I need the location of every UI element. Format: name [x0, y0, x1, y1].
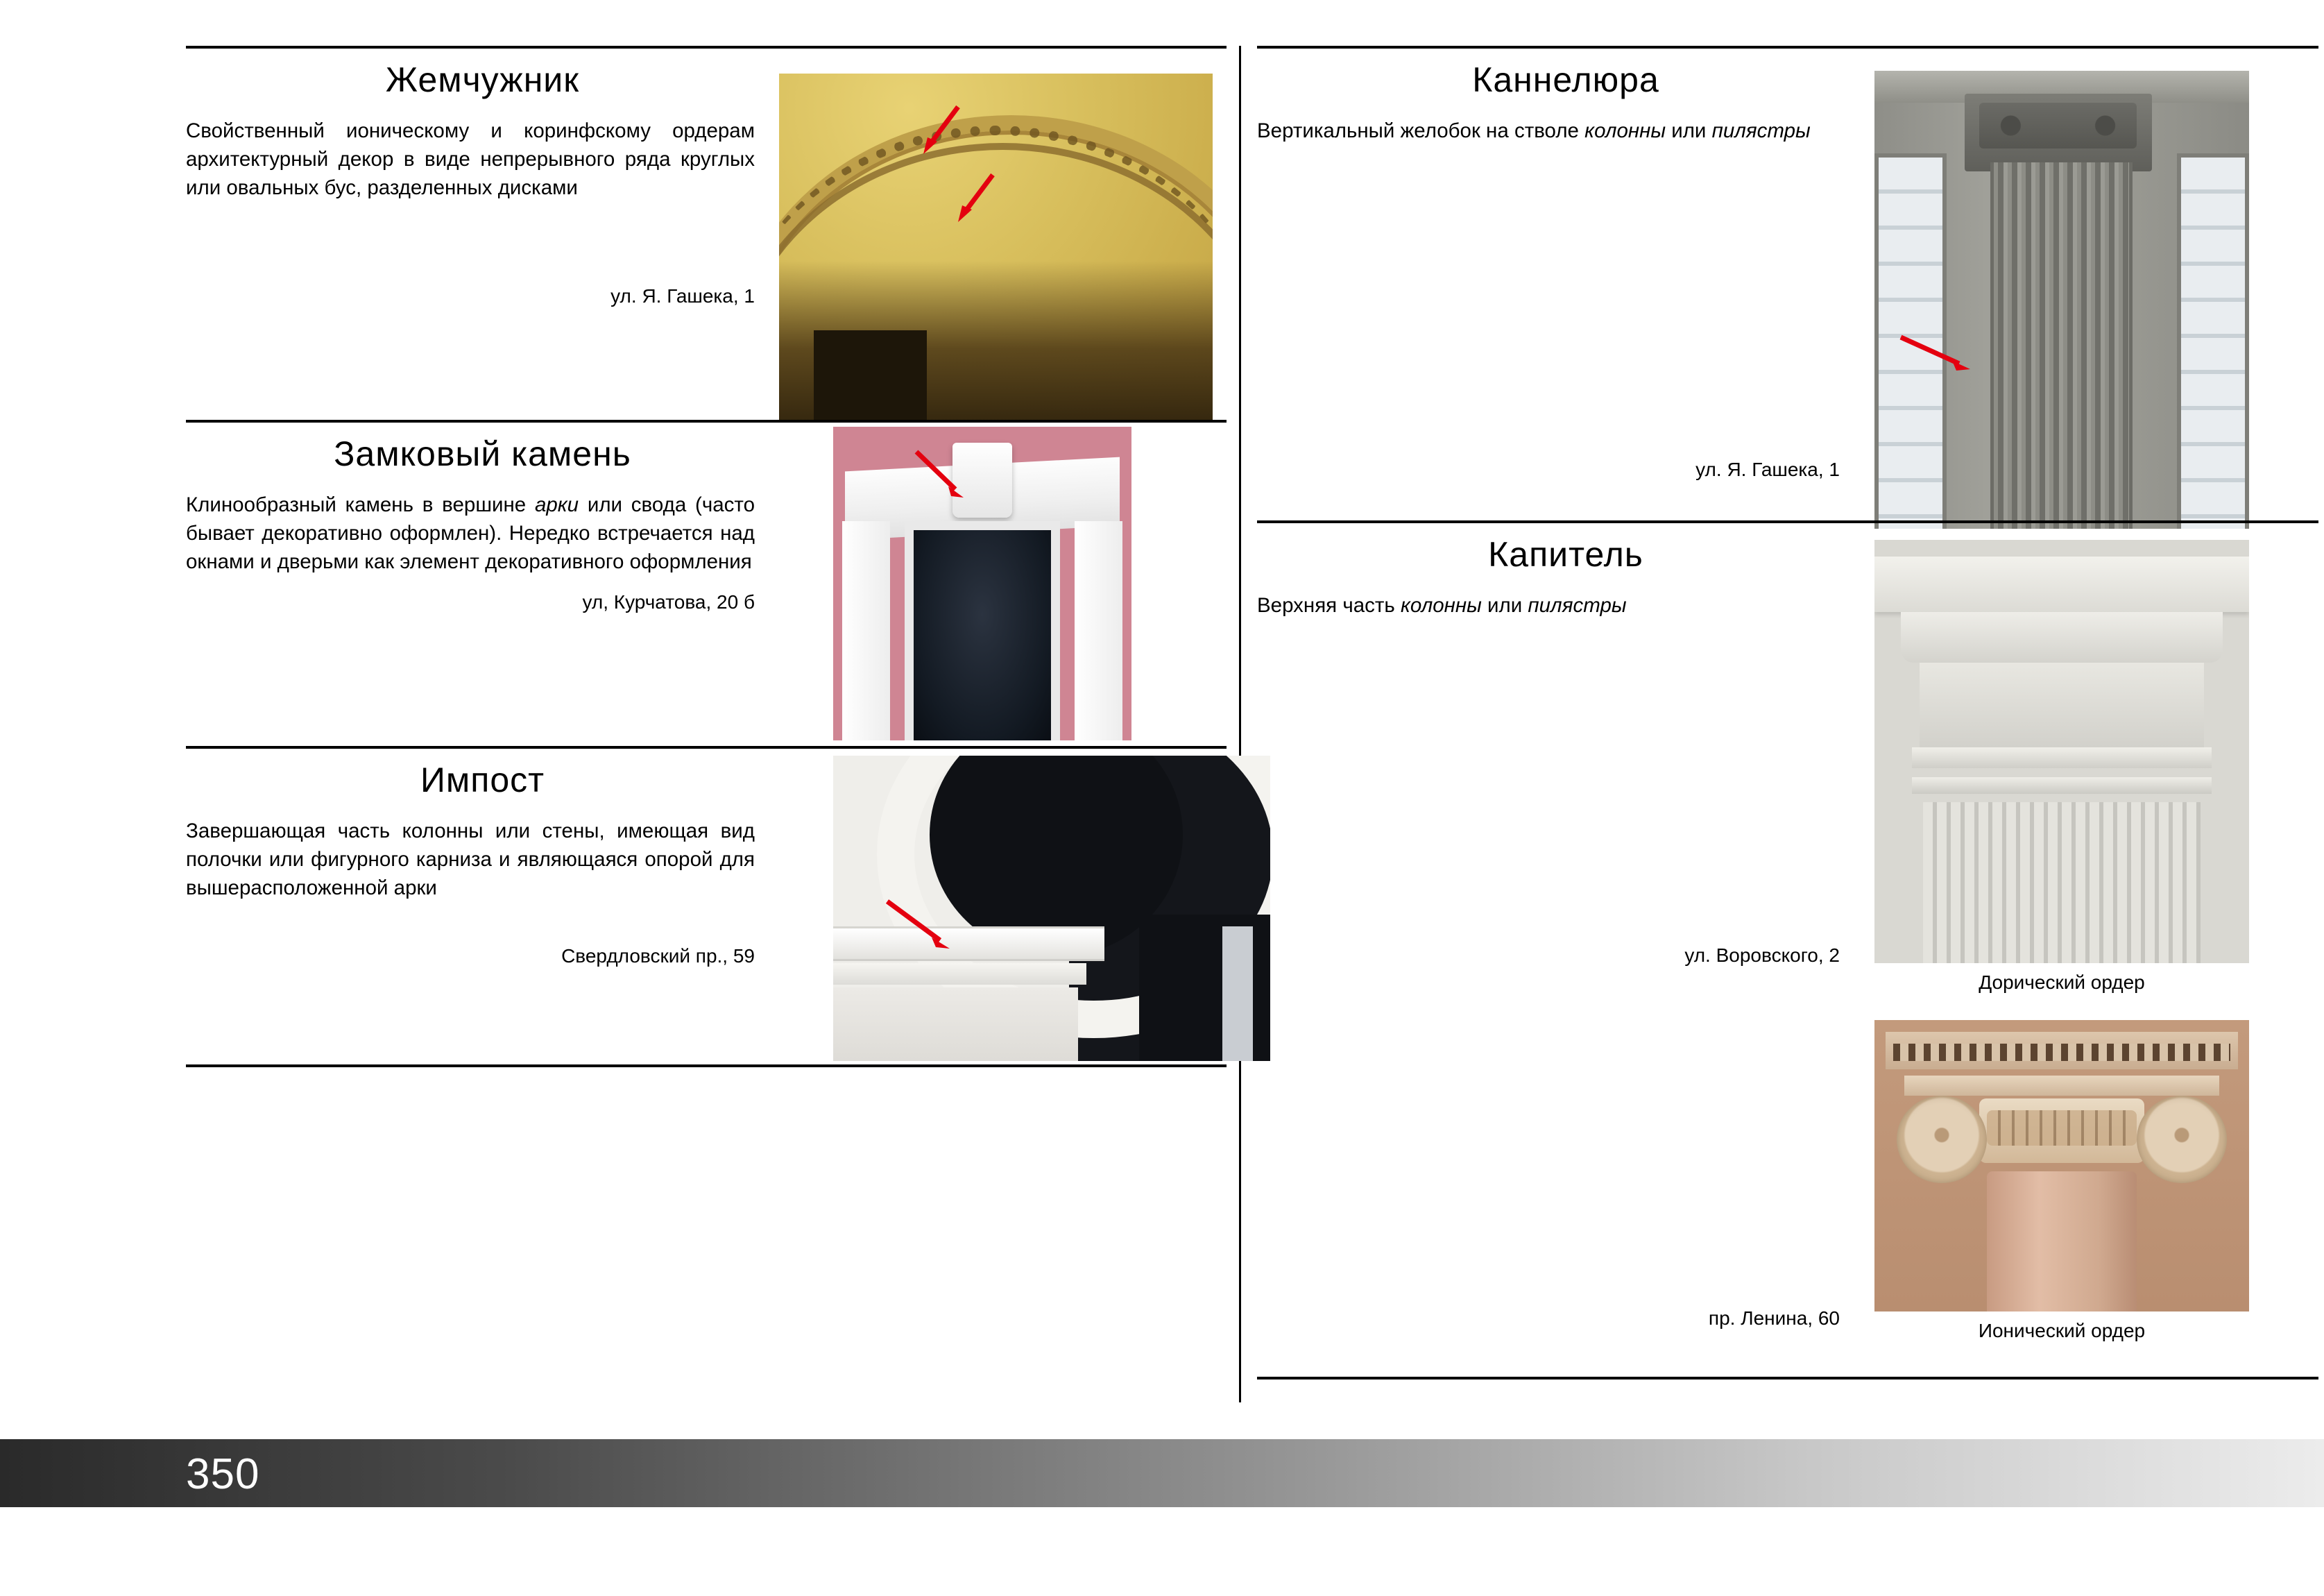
left-column-bottom-rule: [186, 1064, 1227, 1067]
entry-address-impost: Свердловский пр., 59: [561, 945, 755, 967]
keystone-photo: [833, 427, 1131, 740]
entry-keystone: [186, 420, 1227, 746]
photo-caption-doric: Дорический ордер: [1979, 971, 2145, 993]
column-divider: [1239, 46, 1241, 1402]
entry-title-impost: Импост: [420, 761, 545, 799]
entry-definition-capital: Верхняя часть колонны или пилястры: [1257, 594, 1627, 617]
pearl-moulding-photo: [779, 74, 1213, 421]
entry-title-pearl: Жемчужник: [385, 60, 580, 99]
entry-photo-wrap-ionic: [1874, 1020, 2249, 1342]
entry-address-keystone: ул, Курчатова, 20 б: [582, 591, 755, 613]
page-number: 350: [186, 1450, 260, 1498]
doric-capital-photo: [1874, 540, 2249, 963]
fluted-pilaster-photo: [1874, 71, 2249, 529]
entry-address-flute: ул. Я. Гашека, 1: [1695, 459, 1840, 480]
left-column: [186, 46, 1227, 1067]
entry-capital-ionic: [1257, 1009, 2318, 1377]
entry-address-capital-ionic: пр. Ленина, 60: [1708, 1307, 1840, 1329]
entry-definition-pearl: Свойственный ионическому и коринфскому ордерам архитектурный декор в виде непрерывного ряда круглых или овальных бус, разделенных дисками: [186, 119, 755, 199]
entry-title-capital: Капитель: [1488, 535, 1643, 574]
photo-caption-ionic: Ионический ордер: [1978, 1320, 2146, 1341]
right-column-bottom-rule: [1257, 1377, 2318, 1379]
entry-photo-wrap-keystone: [833, 427, 1131, 740]
entry-impost: [186, 746, 1227, 1064]
ionic-capital-photo: [1874, 1020, 2249, 1311]
entry-title-keystone: Замковый камень: [334, 434, 631, 473]
entry-address-pearl: ул. Я. Гашека, 1: [610, 285, 755, 307]
entry-definition-keystone: Клинообразный камень в вершине арки или свода (часто бывает декоративно оформлен). Нередко встречается над окнами и дверьми как элемент декоративного оформления: [186, 493, 755, 573]
entry-definition-flute: Вертикальный желобок на стволе колонны или пилястры: [1257, 119, 1811, 142]
right-column: [1257, 46, 2318, 1379]
entry-flute: [1257, 46, 2318, 520]
entry-photo-wrap-capital: [1874, 540, 2249, 994]
footer-gradient-bar: [0, 1439, 2324, 1507]
entry-definition-impost: Завершающая часть колонны или стены, имеющая вид полочки или фигурного карниза и являющаяся опорой для вышерасположенной арки: [186, 820, 755, 899]
entry-photo-wrap-pearl: [779, 74, 1213, 421]
entry-address-capital: ул. Воровского, 2: [1684, 944, 1840, 966]
entry-photo-wrap-flute: [1874, 71, 2249, 529]
entry-pearl: [186, 46, 1227, 420]
entry-capital: [1257, 520, 2318, 1009]
impost-photo: [833, 756, 1270, 1061]
entry-photo-wrap-impost: [833, 756, 1270, 1061]
entry-title-flute: Каннелюра: [1472, 60, 1659, 99]
